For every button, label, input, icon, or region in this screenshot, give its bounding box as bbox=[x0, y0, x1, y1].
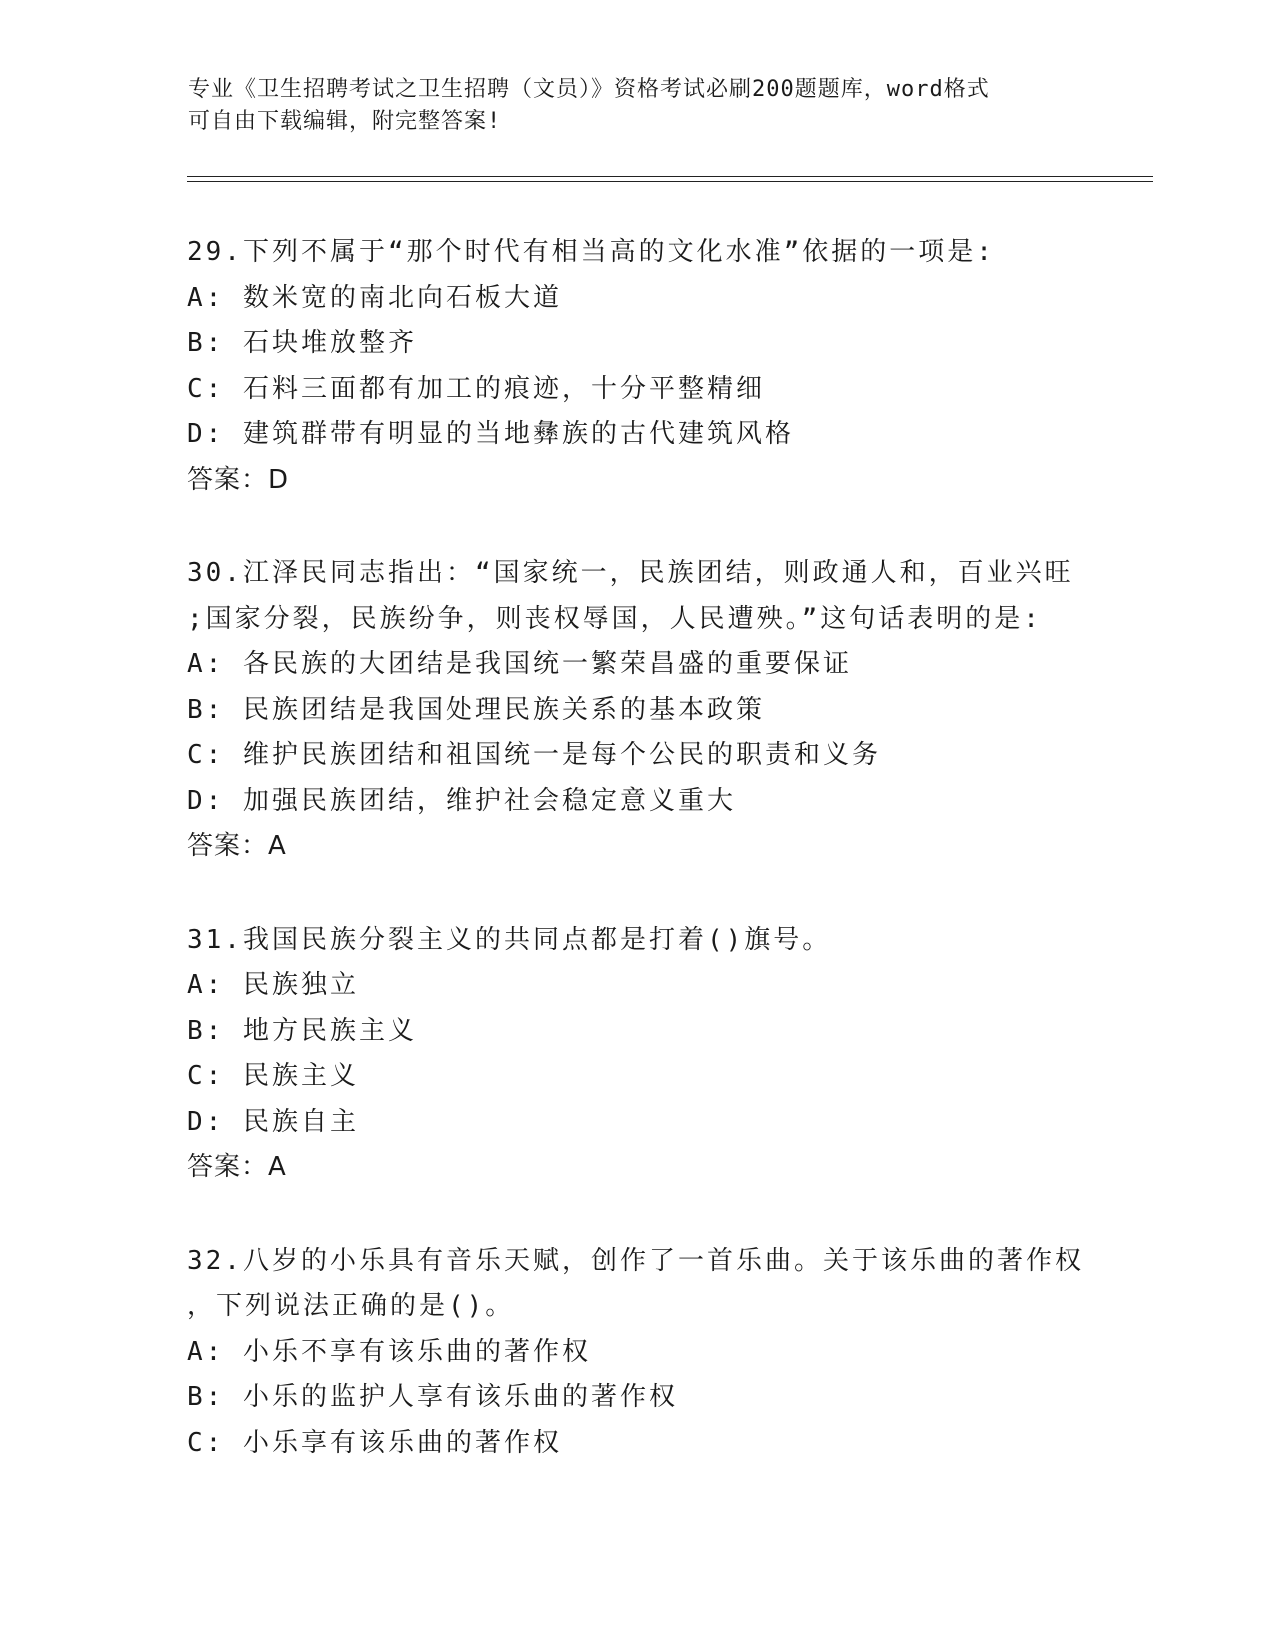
question-stem: 29.下列不属于“那个时代有相当高的文化水准”依据的一项是: bbox=[187, 237, 995, 267]
option-b: B: 石块堆放整齐 bbox=[187, 328, 417, 358]
question-stem: ;国家分裂，民族纷争，则丧权辱国，人民遭殃。”这句话表明的是: bbox=[187, 603, 1042, 634]
option-a: A: 数米宽的南北向石板大道 bbox=[187, 282, 562, 313]
option-c: C: 维护民族团结和祖国统一是每个公民的职责和义务 bbox=[187, 740, 881, 770]
option-c: C: 石料三面都有加工的痕迹，十分平整精细 bbox=[187, 373, 765, 404]
option-d: D: 民族自主 bbox=[187, 1106, 359, 1137]
option-c: C: 民族主义 bbox=[187, 1061, 359, 1091]
question-stem: 31.我国民族分裂主义的共同点都是打着()旗号。 bbox=[187, 924, 832, 955]
option-a: A: 小乐不享有该乐曲的著作权 bbox=[187, 1336, 591, 1367]
answer-label: 答案：A bbox=[187, 1152, 287, 1182]
option-c: C: 小乐享有该乐曲的著作权 bbox=[187, 1427, 562, 1458]
question-stem: 32.八岁的小乐具有音乐天赋，创作了一首乐曲。关于该乐曲的著作权 bbox=[187, 1245, 1084, 1276]
header-divider bbox=[187, 181, 1153, 182]
header-line: 专业《卫生招聘考试之卫生招聘（文员）》资格考试必刷200题题库，word格式 bbox=[188, 77, 990, 102]
answer-label: 答案：D bbox=[187, 464, 290, 495]
question-item bbox=[187, 918, 1087, 1191]
option-d: D: 加强民族团结，维护社会稳定意义重大 bbox=[187, 785, 736, 816]
header-divider bbox=[187, 176, 1153, 177]
option-d: D: 建筑群带有明显的当地彝族的古代建筑风格 bbox=[187, 419, 794, 449]
option-b: B: 地方民族主义 bbox=[187, 1015, 417, 1046]
question-list bbox=[187, 230, 1087, 1514]
question-stem: 30.江泽民同志指出：“国家统一，民族团结，则政通人和，百业兴旺 bbox=[187, 558, 1074, 588]
option-a: A: 民族独立 bbox=[187, 970, 359, 1000]
header-line: 可自由下载编辑，附完整答案! bbox=[188, 109, 502, 134]
question-stem: ，下列说法正确的是()。 bbox=[187, 1291, 515, 1321]
answer-label: 答案：A bbox=[187, 831, 287, 861]
question-item bbox=[187, 551, 1087, 870]
option-b: B: 小乐的监护人享有该乐曲的著作权 bbox=[187, 1382, 678, 1412]
option-b: B: 民族团结是我国处理民族关系的基本政策 bbox=[187, 694, 765, 725]
question-item bbox=[187, 230, 1087, 503]
document-header bbox=[188, 74, 1088, 138]
question-item bbox=[187, 1239, 1087, 1467]
option-a: A: 各民族的大团结是我国统一繁荣昌盛的重要保证 bbox=[187, 649, 852, 679]
